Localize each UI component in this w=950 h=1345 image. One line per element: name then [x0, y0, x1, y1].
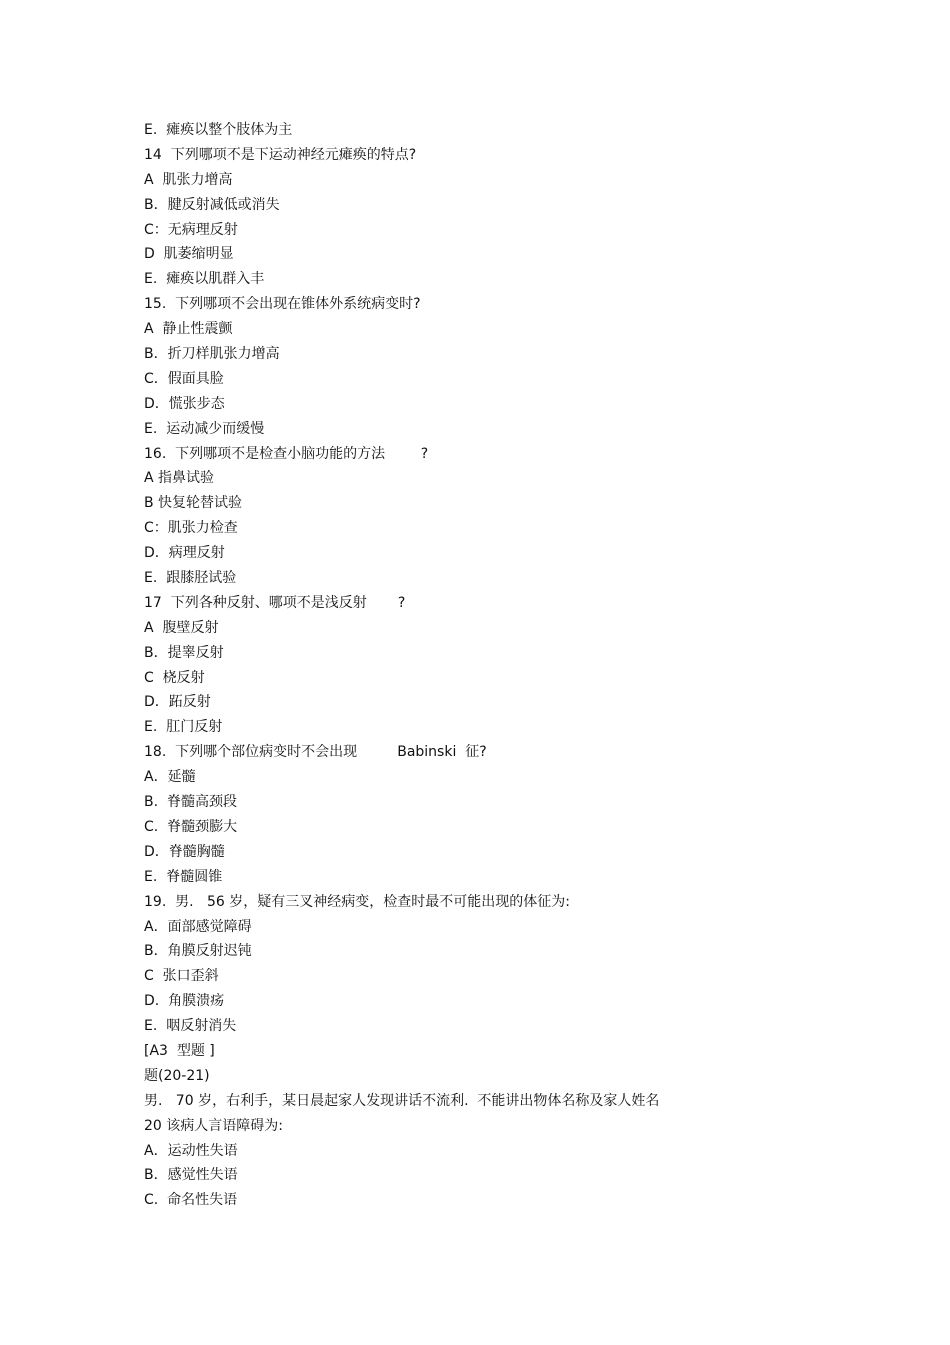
- option-c-q18: C. 脊髓颈膨大: [144, 818, 238, 835]
- option-a-q20: A．运动性失语: [144, 1142, 238, 1159]
- section-heading-a3: [A3 型题 ]: [144, 1042, 215, 1059]
- option-d-q14: D 肌萎缩明显: [144, 246, 234, 263]
- option-b-q16: B 快复轮替试验: [144, 495, 243, 512]
- question-19: 19. 男. 56 岁，疑有三叉神经病变，检查时最不可能出现的体征为:: [144, 893, 570, 910]
- question-text-block: [144, 118, 864, 1213]
- question-17: 17 下列各种反射、哪项不是浅反射 ?: [144, 594, 406, 611]
- option-b-q18: B. 脊髓高颈段: [144, 794, 237, 811]
- option-b-q14: B．腱反射减低或消失: [144, 196, 280, 213]
- option-a-q14: A 肌张力增高: [144, 171, 233, 188]
- question-14: 14 下列哪项不是下运动神经元瘫痪的特点?: [144, 146, 417, 163]
- option-c-q16: C：肌张力检查: [144, 520, 238, 537]
- option-c-q19: C 张口歪斜: [144, 968, 219, 985]
- option-b-q19: B．角膜反射迟钝: [144, 943, 252, 960]
- option-d-q17: D．跖反射: [144, 694, 211, 711]
- option-e-q18: E. 脊髓圆锥: [144, 868, 223, 885]
- option-d-q18: D．脊髓胸髓: [144, 843, 225, 860]
- question-15: 15. 下列哪项不会出现在锥体外系统病变时?: [144, 296, 421, 313]
- option-b-q15: B．折刀样肌张力增高: [144, 346, 280, 363]
- option-c-q17: C 桡反射: [144, 669, 205, 686]
- question-group-label: 题(20-21): [144, 1067, 210, 1084]
- option-e-q17: E. 肛门反射: [144, 719, 223, 736]
- option-e-q13: E. 瘫痪以整个肢体为主: [144, 122, 293, 138]
- option-c-q14: C：无病理反射: [144, 221, 238, 238]
- option-b-q17: B．提睾反射: [144, 644, 224, 661]
- option-a-q15: A 静止性震颤: [144, 321, 233, 338]
- option-e-q14: E. 瘫痪以肌群入丰: [144, 271, 265, 288]
- question-20: 20 该病人言语障碍为:: [144, 1117, 283, 1134]
- option-e-q16: E. 跟膝胫试验: [144, 570, 237, 587]
- option-c-q20: C. 命名性失语: [144, 1192, 238, 1209]
- option-a-q17: A 腹壁反射: [144, 619, 219, 636]
- option-a-q18: A．延髓: [144, 769, 196, 786]
- option-a-q19: A．面部感觉障碍: [144, 918, 252, 935]
- option-e-q19: E. 咽反射消失: [144, 1018, 237, 1035]
- case-description: 男. 70 岁，右利手，某日晨起家人发现讲话不流利. 不能讲出物体名称及家人姓名: [144, 1092, 660, 1109]
- option-c-q15: C．假面具脸: [144, 370, 224, 387]
- question-18: 18. 下列哪个部位病变时不会出现 Babinski 征?: [144, 744, 487, 761]
- option-d-q15: D．慌张步态: [144, 395, 225, 412]
- question-16: 16. 下列哪项不是检查小脑功能的方法 ?: [144, 445, 429, 462]
- option-e-q15: E. 运动减少而缓慢: [144, 420, 265, 437]
- option-d-q19: D. 角膜溃疡: [144, 993, 225, 1010]
- option-d-q16: D．病理反射: [144, 545, 225, 562]
- option-b-q20: B．感觉性失语: [144, 1167, 238, 1184]
- option-a-q16: A 指鼻试验: [144, 470, 215, 487]
